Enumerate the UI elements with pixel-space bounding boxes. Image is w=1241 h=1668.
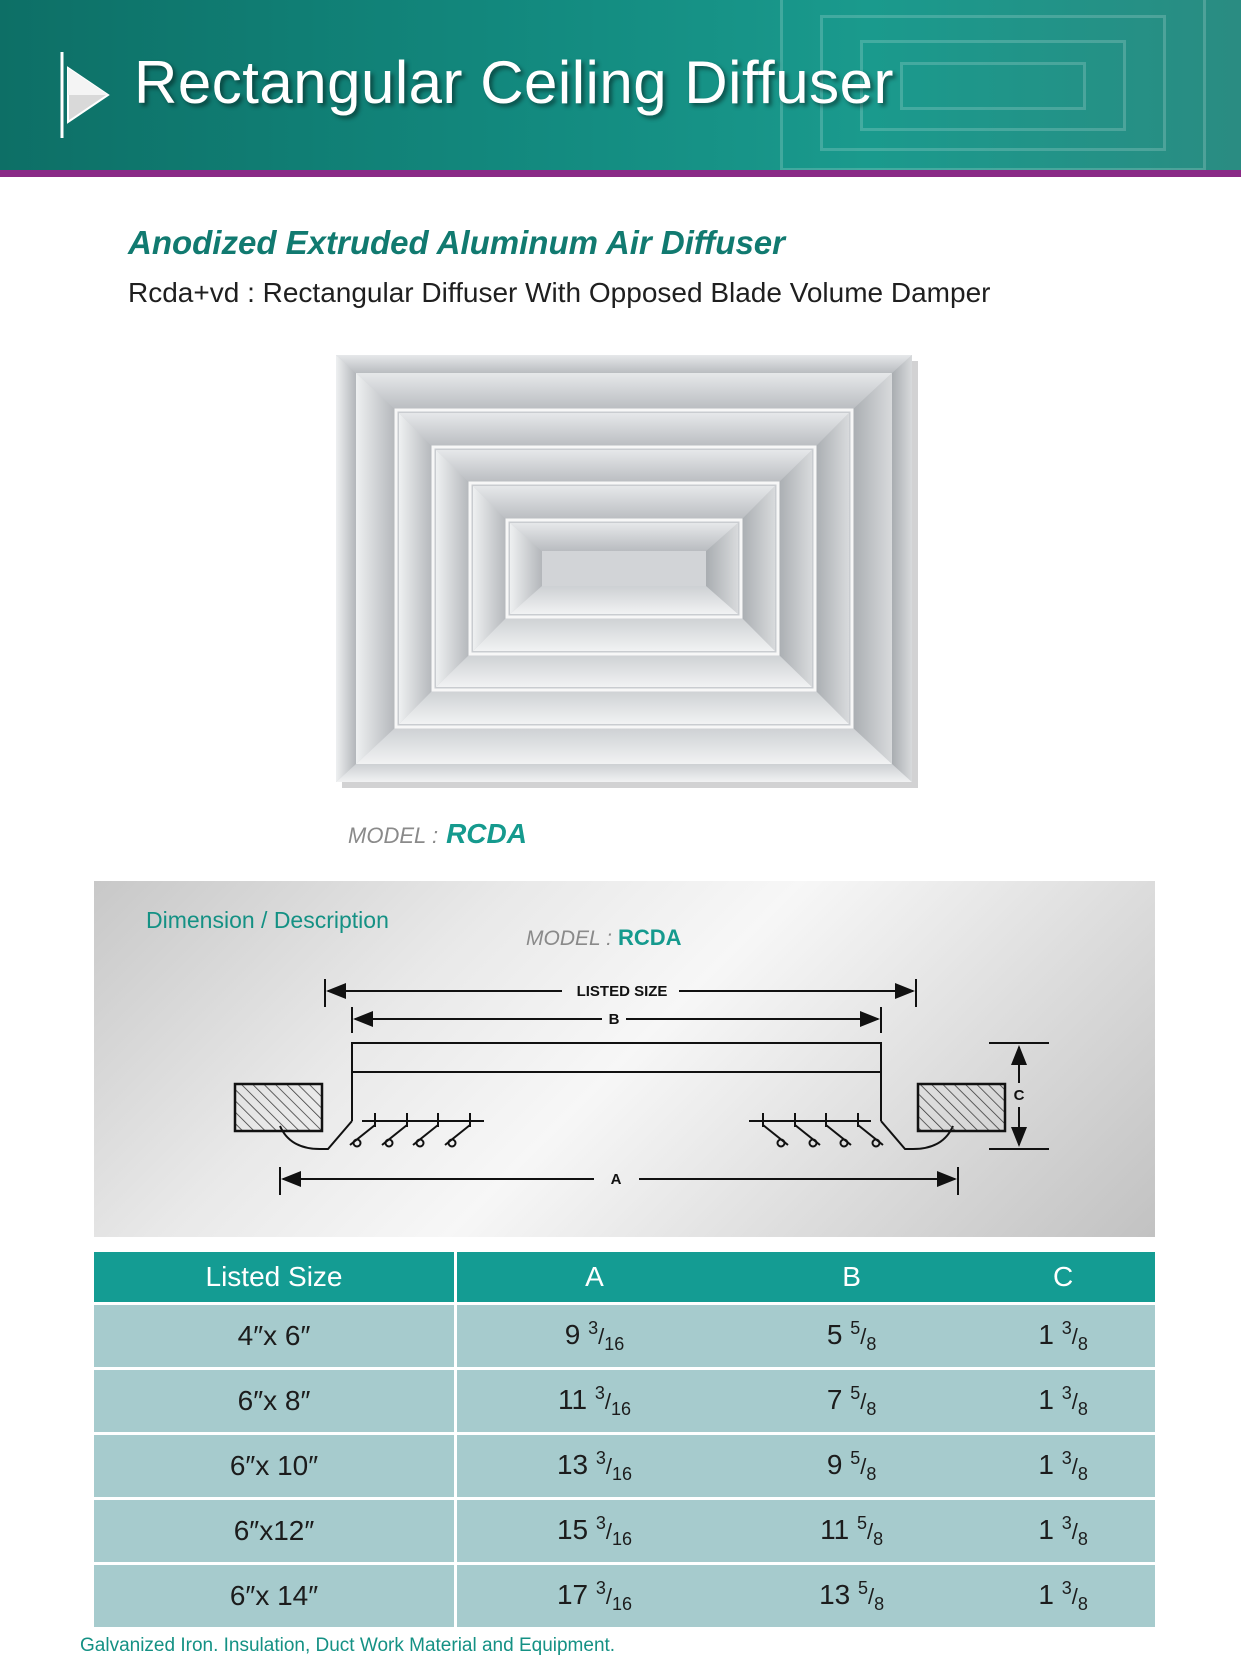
numerator: 3 <box>1061 1317 1072 1338</box>
model-label: MODEL : <box>348 823 439 848</box>
table-header-row <box>94 1252 1155 1302</box>
denominator: 8 <box>1077 1398 1088 1419</box>
whole: 11 <box>820 1513 850 1545</box>
cell-b: 5 $^5/_8$ <box>732 1302 971 1367</box>
label-b: B <box>608 1010 620 1028</box>
denominator: 8 <box>873 1528 884 1549</box>
denominator: 16 <box>604 1333 625 1354</box>
cell-a: 9 $^3/_{16}$ <box>457 1302 732 1367</box>
denominator: 8 <box>874 1593 885 1614</box>
cell-a: 11 $^3/_{16}$ <box>457 1367 732 1432</box>
diffuser-photo <box>336 355 918 788</box>
header-listed-size: Listed Size <box>94 1252 457 1302</box>
cell-size: 6″x12″ <box>94 1497 457 1562</box>
whole: 1 <box>1038 1513 1054 1545</box>
cell-b: 7 $^5/_8$ <box>732 1367 971 1432</box>
header-banner <box>0 0 1241 170</box>
cell-size: 6″x 10″ <box>94 1432 457 1497</box>
whole: 7 <box>826 1383 843 1415</box>
whole: 17 <box>556 1578 589 1610</box>
numerator: 5 <box>858 1577 869 1598</box>
whole: 9 <box>826 1448 843 1480</box>
cell-b: 11 $^5/_8$ <box>732 1497 971 1562</box>
numerator: 3 <box>1061 1382 1072 1403</box>
whole: 11 <box>557 1383 588 1415</box>
ceiling-block-left <box>235 1084 322 1131</box>
label-a: A <box>610 1170 622 1188</box>
denominator: 8 <box>1077 1463 1088 1484</box>
whole: 13 <box>556 1448 589 1480</box>
whole: 1 <box>1038 1318 1054 1350</box>
table-row <box>94 1302 1155 1367</box>
whole: 9 <box>564 1318 581 1350</box>
denominator: 8 <box>1077 1528 1088 1549</box>
numerator: 3 <box>1061 1512 1072 1533</box>
numerator: 3 <box>595 1577 606 1598</box>
table-row <box>94 1367 1155 1432</box>
numerator: 5 <box>850 1317 861 1338</box>
numerator: 3 <box>595 1512 606 1533</box>
label-c: C <box>1013 1086 1025 1104</box>
denominator: 16 <box>612 1593 633 1614</box>
dimension-table <box>94 1252 1155 1627</box>
dimension-model-label: MODEL : <box>526 927 612 950</box>
dimension-diagram <box>94 881 1155 1237</box>
denominator: 8 <box>1077 1593 1088 1614</box>
cell-a: 17 $^3/_{16}$ <box>457 1562 732 1627</box>
numerator: 3 <box>595 1447 606 1468</box>
numerator: 3 <box>1061 1447 1072 1468</box>
cell-size: 4″x 6″ <box>94 1302 457 1367</box>
table-row <box>94 1497 1155 1562</box>
dimension-panel <box>94 881 1155 1237</box>
header-a: A <box>457 1252 732 1302</box>
cell-b: 13 $^5/_8$ <box>732 1562 971 1627</box>
denominator: 8 <box>866 1333 877 1354</box>
whole: 1 <box>1038 1578 1054 1610</box>
product-model <box>348 818 527 850</box>
play-arrow-icon <box>58 50 118 140</box>
dimension-model-value: RCDA <box>617 925 682 950</box>
cell-b: 9 $^5/_8$ <box>732 1432 971 1497</box>
denominator: 8 <box>1077 1333 1088 1354</box>
cell-c: 1 $^3/_8$ <box>971 1367 1155 1432</box>
whole: 5 <box>826 1318 843 1350</box>
product-subtitle: Anodized Extruded Aluminum Air Diffuser <box>128 224 785 261</box>
denominator: 8 <box>866 1463 877 1484</box>
whole: 13 <box>819 1578 851 1610</box>
cell-c: 1 $^3/_8$ <box>971 1302 1155 1367</box>
header-b: B <box>732 1252 971 1302</box>
whole: 1 <box>1038 1448 1054 1480</box>
table-row <box>94 1432 1155 1497</box>
cell-size: 6″x 8″ <box>94 1367 457 1432</box>
numerator: 5 <box>850 1382 861 1403</box>
denominator: 16 <box>610 1398 631 1419</box>
cell-c: 1 $^3/_8$ <box>971 1497 1155 1562</box>
denominator: 8 <box>866 1398 877 1419</box>
product-description: Rcda+vd : Rectangular Diffuser With Opposed Blade Volume Damper <box>128 277 991 308</box>
cell-a: 13 $^3/_{16}$ <box>457 1432 732 1497</box>
numerator: 3 <box>588 1317 599 1338</box>
cell-c: 1 $^3/_8$ <box>971 1432 1155 1497</box>
footer-text: Galvanized Iron. Insulation, Duct Work Material and Equipment. <box>80 1635 616 1656</box>
banner-accent-bar <box>0 170 1241 177</box>
whole: 1 <box>1038 1383 1054 1415</box>
banner-decor-frame <box>900 62 1086 110</box>
header-c: C <box>971 1252 1155 1302</box>
whole: 15 <box>556 1513 589 1545</box>
dimension-title: Dimension / Description <box>146 907 389 933</box>
denominator: 16 <box>612 1528 633 1549</box>
denominator: 16 <box>612 1463 633 1484</box>
table-row <box>94 1562 1155 1627</box>
label-listed-size: LISTED SIZE <box>576 982 668 1000</box>
ceiling-block-right <box>918 1084 1005 1131</box>
cell-a: 15 $^3/_{16}$ <box>457 1497 732 1562</box>
numerator: 3 <box>1061 1577 1072 1598</box>
numerator: 5 <box>850 1447 861 1468</box>
numerator: 3 <box>594 1382 605 1403</box>
cell-c: 1 $^3/_8$ <box>971 1562 1155 1627</box>
cell-size: 6″x 14″ <box>94 1562 457 1627</box>
page-title: Rectangular Ceiling Diffuser <box>134 49 894 116</box>
model-value: RCDA <box>446 818 527 849</box>
numerator: 5 <box>856 1512 867 1533</box>
